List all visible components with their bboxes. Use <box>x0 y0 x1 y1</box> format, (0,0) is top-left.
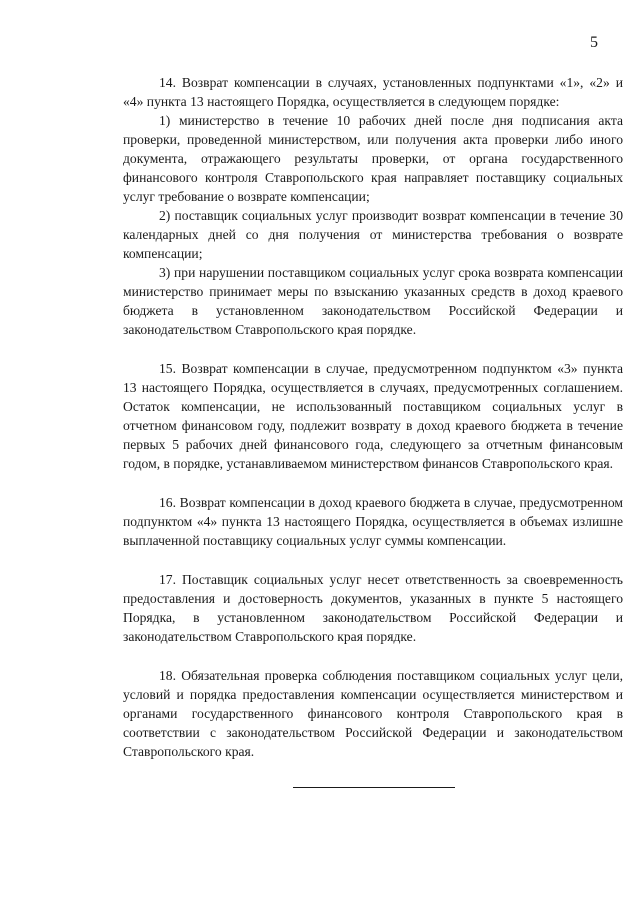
paragraph-17: 17. Поставщик социальных услуг несет ответственность за своевременность предоставления и достоверность документов, указанных в пункте 5 настоящего Порядка, в установленном законодательством Российской Федерации и законодательством Ставропольского края порядке. <box>123 572 623 644</box>
document-body <box>123 73 623 761</box>
page-number: 5 <box>590 34 598 51</box>
paragraph-spacer <box>123 646 623 666</box>
paragraph-spacer <box>123 473 623 493</box>
paragraph-14-item-2: 2) поставщик социальных услуг производит возврат компенсации в течение 30 календарных дней со дня получения от министерства требования о возврате компенсации; <box>123 208 623 261</box>
closing-rule <box>293 787 455 788</box>
paragraph-15: 15. Возврат компенсации в случае, предусмотренном подпунктом «3» пункта 13 настоящего Порядка, осуществляется в случаях, предусмотренных соглашением. Остаток компенсации, не использованный поставщиком социальных услуг в отчетном финансовом году, подлежит возврату в доход краевого бюджета в течение первых 5 рабочих дней финансового года, следующего за отчетным финансовым годом, в порядке, устанавливаемом министерством финансов Ставропольского края. <box>123 361 623 471</box>
paragraph-spacer <box>123 550 623 570</box>
paragraph-14: 14. Возврат компенсации в случаях, установленных подпунктами «1», «2» и «4» пункта 13 настоящего Порядка, осуществляется в следующем порядке: <box>123 75 623 109</box>
paragraph-16: 16. Возврат компенсации в доход краевого бюджета в случае, предусмотренном подпунктом «4» пункта 13 настоящего Порядка, осуществляется в объемах излишне выплаченной поставщику социальных услуг суммы компенсации. <box>123 495 623 548</box>
paragraph-14-item-1: 1) министерство в течение 10 рабочих дней после дня подписания акта проверки, проведенной министерством, или получения акта проверки либо иного документа, отражающего результаты проверки, от органа государственного финансового контроля Ставропольского края направляет поставщику социальных услуг требование о возврате компенсации; <box>123 113 623 204</box>
paragraph-spacer <box>123 339 623 359</box>
paragraph-18: 18. Обязательная проверка соблюдения поставщиком социальных услуг цели, условий и порядка предоставления компенсации осуществляется министерством и органами государственного финансового контроля Ставропольского края в соответствии с законодательством Российской Федерации и законодательством Ставропольского края. <box>123 668 623 759</box>
paragraph-14-item-3: 3) при нарушении поставщиком социальных услуг срока возврата компенсации министерство принимает меры по взысканию указанных средств в доход краевого бюджета в установленном законодательством Российской Федерации и законодательством Ставропольского края порядке. <box>123 265 623 337</box>
